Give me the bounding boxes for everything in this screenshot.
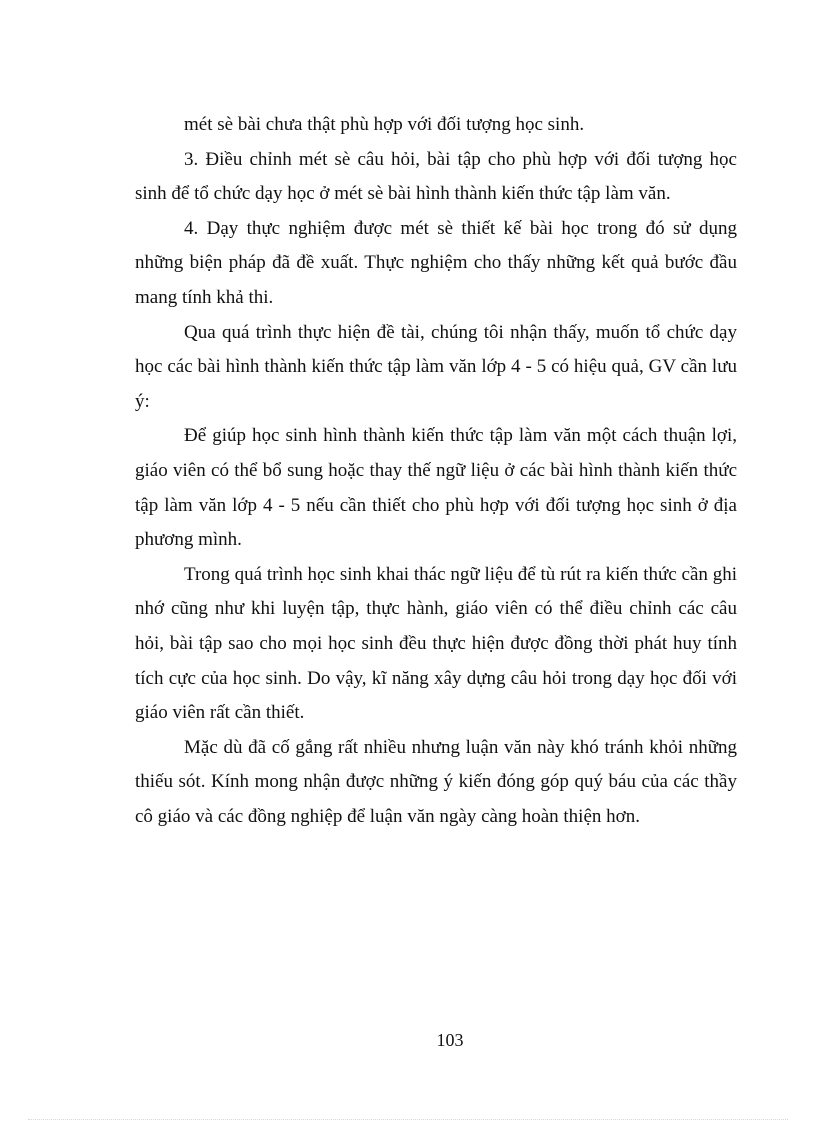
paragraph-findings: Qua quá trình thực hiện đề tài, chúng tôi nhận thấy, muốn tổ chức dạy học các bài hình thành kiến thức tập làm văn lớp 4 - 5 có hiệu quả, GV cần lưu ý: [135,321,737,412]
page-number: 103 [436,1030,464,1050]
page-bottom-divider [28,1119,788,1120]
paragraph-item-4: 4. Dạy thực nghiệm được mét sè thiết kế bài học trong đó sử dụng những biện pháp đã đề xuất. Thực nghiệm cho thấy những kết quả bước đầu mang tính khả thi. [135,217,737,308]
paragraph-continuation: mét sè bài chưa thật phù hợp với đối tượng học sinh. [184,114,585,135]
paragraph-recommendation-1: Để giúp học sinh hình thành kiến thức tập làm văn một cách thuận lợi, giáo viên có thể bổ sung hoặc thay thế ngữ liệu ở các bài hình thành kiến thức tập làm văn lớp 4 - 5 nếu cần thiết cho phù hợp với đối tượng học sinh ở địa phương mình. [135,425,737,551]
paragraph-recommendation-2: Trong quá trình học sinh khai thác ngữ liệu để tù rút ra kiến thức cần ghi nhớ cũng như khi luyện tập, thực hành, giáo viên có thể điều chỉnh các câu hỏi, bài tập sao cho mọi học sinh đều thực hiện được đồng thời phát huy tính tích cực của học sinh. Do vậy, kĩ năng xây dựng câu hỏi trong dạy học đối với giáo viên rất cần thiết. [135,563,737,724]
paragraph-item-3: 3. Điều chỉnh mét sè câu hỏi, bài tập cho phù hợp với đối tượng học sinh để tổ chức dạy học ở mét sè bài hình thành kiến thức tập làm văn. [135,148,737,205]
page-body [135,108,737,834]
paragraph-closing: Mặc dù đã cố gắng rất nhiều nhưng luận văn này khó tránh khỏi những thiếu sót. Kính mong nhận được những ý kiến đóng góp quý báu của các thầy cô giáo và các đồng nghiệp để luận văn ngày càng hoàn thiện hơn. [135,736,737,827]
